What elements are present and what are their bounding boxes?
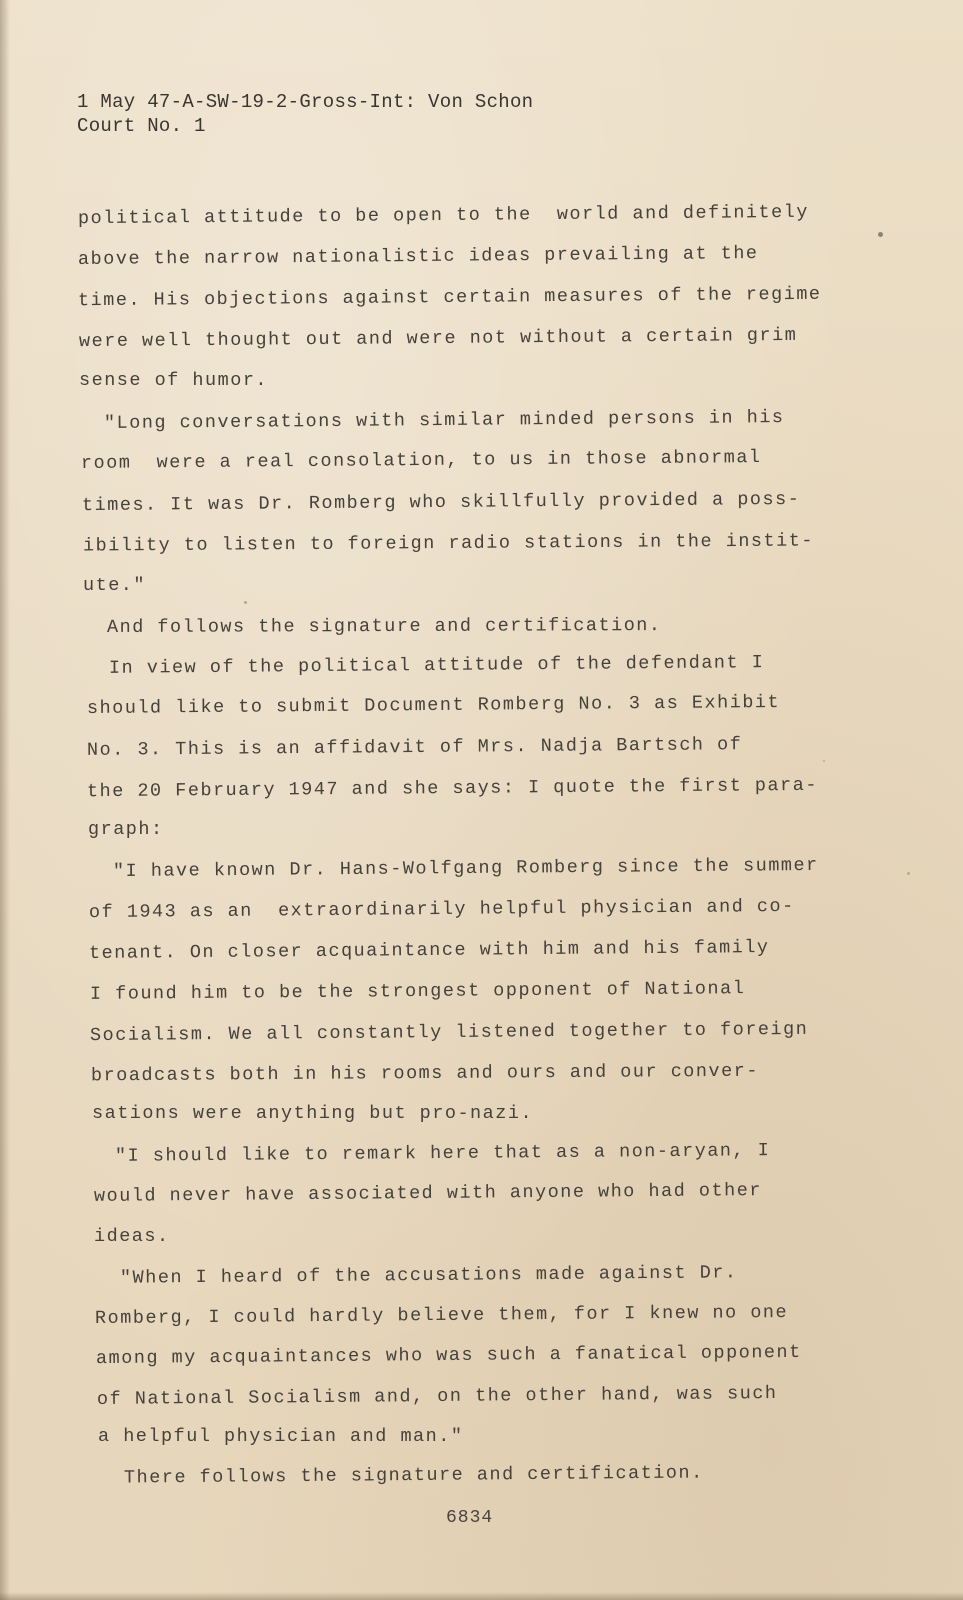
paper-speck (823, 760, 825, 762)
paper-speck (907, 872, 910, 875)
body-line: No. 3. This is an affidavit of Mrs. Nadja Bartsch of (86, 734, 743, 761)
body-line: "Long conversations with similar minded persons in his (103, 407, 785, 434)
body-line: tenant. On closer acquaintance with him and his family (88, 937, 770, 964)
page-edge-shadow (0, 0, 10, 1600)
body-line: graph: (88, 819, 164, 840)
body-line: would never have associated with anyone who had other (93, 1180, 762, 1207)
body-line: "I have known Dr. Hans-Wolfgang Romberg since the summer (112, 854, 819, 883)
body-line: broadcasts both in his rooms and ours and our conver- (90, 1060, 759, 1087)
body-line: "I should like to remark here that as a non-aryan, I (114, 1140, 771, 1167)
body-line: the 20 February 1947 and she says: I quote the first para- (86, 774, 818, 803)
body-line: time. His objections against certain measures of the regime (77, 283, 822, 312)
body-line: were well thought out and were not without a certain grim (78, 324, 798, 353)
page-number: 6834 (446, 1508, 494, 1528)
header-case-line: 1 May 47-A-SW-19-2-Gross-Int: Von Schon (77, 91, 534, 113)
body-line: sations were anything but pro-nazi. (92, 1103, 534, 1124)
body-line: should like to submit Document Romberg No. 3 as Exhibit (86, 691, 781, 720)
body-line: I found him to be the strongest opponent of National (89, 978, 746, 1005)
body-line: above the narrow nationalistic ideas prevailing at the (77, 243, 759, 270)
body-line: sense of humor. (79, 370, 269, 391)
body-line: of National Socialism and, on the other hand, was such (96, 1383, 778, 1410)
body-line: room were a real consolation, to us in those abnormal (80, 447, 762, 474)
body-line: ute." (83, 575, 147, 596)
body-line: In view of the political attitude of the defendant I (108, 652, 765, 679)
body-line: Romberg, I could hardly believe them, for I knew no one (94, 1301, 789, 1330)
body-line: And follows the signature and certification. (106, 615, 662, 638)
body-line: "When I heard of the accusations made against Dr. (119, 1262, 738, 1289)
body-line: times. It was Dr. Romberg who skillfully provided a poss- (81, 488, 801, 517)
header-court-line: Court No. 1 (77, 115, 206, 137)
body-line: among my acquaintances who was such a fanatical opponent (95, 1341, 802, 1370)
body-line: a helpful physician and man." (98, 1426, 464, 1447)
body-line: political attitude to be open to the world and definitely (77, 201, 809, 230)
body-line: ideas. (94, 1226, 170, 1247)
page-bottom-shadow (0, 1592, 963, 1600)
document-header (77, 90, 533, 138)
paper-speck (878, 232, 883, 237)
body-line: There follows the signature and certification. (123, 1462, 704, 1489)
body-line: ibility to listen to foreign radio stations in the instit- (82, 530, 814, 557)
paper-speck (244, 601, 247, 604)
body-line: of 1943 as an extraordinarily helpful physician and co- (88, 895, 795, 924)
body-line: Socialism. We all constantly listened together to foreign (89, 1018, 809, 1047)
